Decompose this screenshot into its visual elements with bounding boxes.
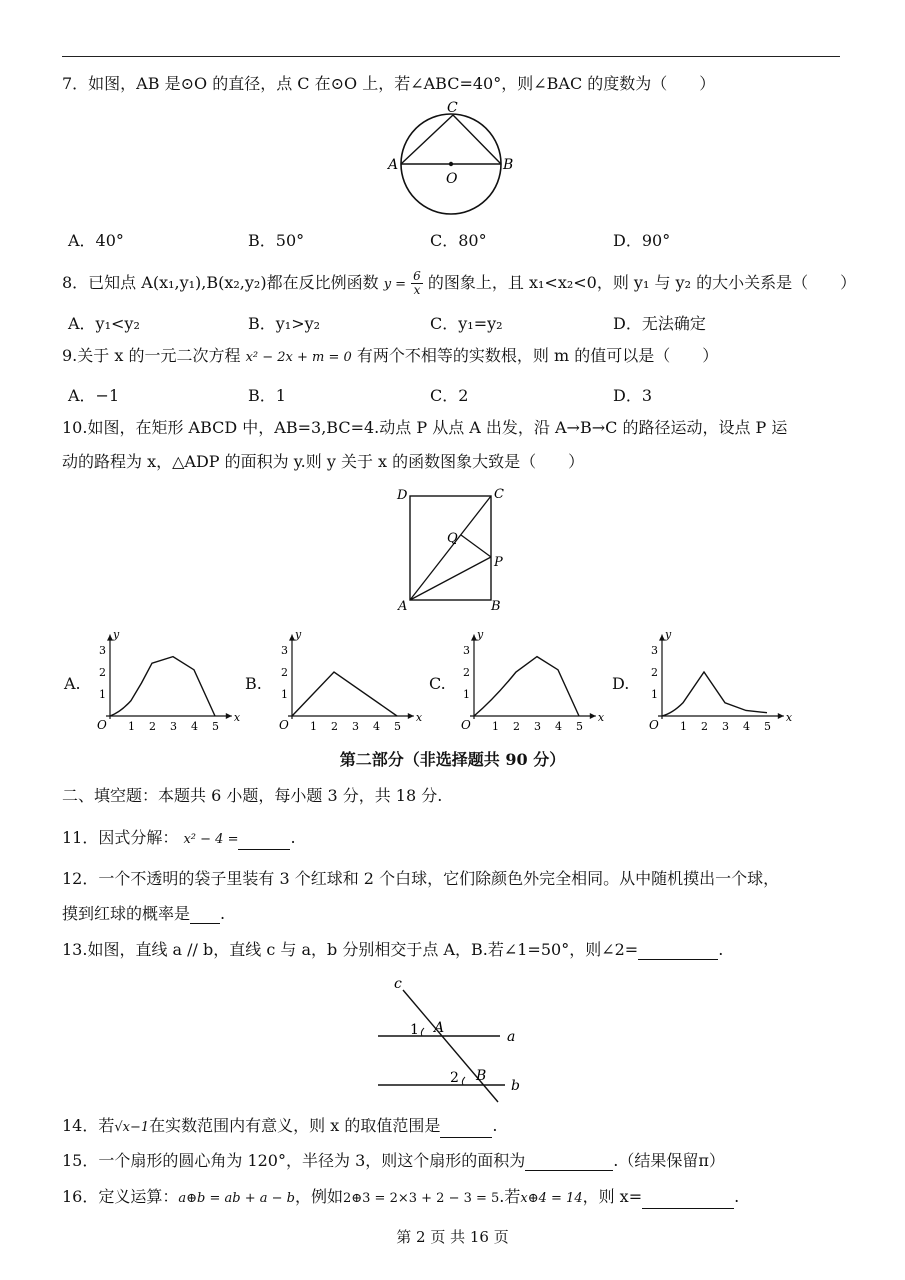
q7-label-b: B (503, 157, 514, 173)
x-tick-label: 3 (534, 720, 541, 733)
x-axis-arrow (408, 713, 414, 719)
part2-heading: 第二部分（非选择题共 90 分） (339, 750, 566, 769)
q12-line2 (62, 904, 225, 924)
x-axis-arrow (226, 713, 232, 719)
q7-chord-ac (401, 115, 453, 164)
q7-label-a: A (388, 157, 399, 173)
q9-text (62, 346, 718, 368)
q13-parallel-lines-figure (370, 972, 540, 1104)
q16-mid2: .若 (499, 1187, 521, 1206)
q8-option-c: C．y₁=y₂ (430, 314, 503, 333)
q13-answer-blank[interactable] (638, 943, 718, 960)
q16-text-after: ，则 x= (582, 1187, 643, 1206)
q10-option-c-letter: C. (429, 674, 446, 693)
q13-label-2: 2 (450, 1070, 459, 1086)
function-curve (292, 672, 397, 716)
x-tick-label: 1 (128, 720, 135, 733)
q9-option-a: A．−1 (68, 386, 120, 405)
y-axis-label: y (113, 627, 120, 641)
y-axis-label: y (477, 627, 484, 641)
q10-graph-option-c (452, 627, 605, 734)
y-tick-label: 1 (281, 688, 288, 701)
q10-line2: 动的路程为 x，△ADP 的面积为 y.则 y 关于 x 的函数图象大致是（ ） (62, 452, 585, 471)
q13-label-b: b (511, 1078, 520, 1094)
q14-text (62, 1116, 497, 1138)
q15-answer-blank[interactable] (525, 1154, 613, 1171)
q16-mid: ，例如 (294, 1187, 343, 1206)
q8-option-d: D．无法确定 (613, 314, 706, 333)
x-tick-label: 2 (331, 720, 338, 733)
q8-fraction (411, 270, 423, 297)
y-tick-label: 1 (651, 688, 658, 701)
x-axis-label: x (785, 711, 793, 724)
q11-label: 11．因式分解： (62, 828, 179, 847)
q10-label-a: A (398, 599, 408, 614)
section-fill-blank: 二、填空题：本题共 6 小题，每小题 3 分，共 18 分. (62, 786, 443, 805)
q10-line1: 10.如图，在矩形 ABCD 中，AB=3,BC=4.动点 P 从点 A 出发，沿 A→B→C 的路径运动，设点 P 运 (62, 418, 788, 437)
x-axis-arrow (778, 713, 784, 719)
x-axis-label: x (415, 711, 423, 724)
q13-text-body: 13.如图，直线 a // b，直线 c 与 a，b 分别相交于点 A，B.若∠1=50°，则∠2= (62, 940, 639, 959)
page-footer: 第 2 页 共 16 页 (396, 1228, 509, 1246)
x-tick-label: 4 (373, 720, 380, 733)
q9-text-after: 有两个不相等的实数根，则 m 的值可以是（ ） (356, 346, 719, 365)
q10-graph-option-a (88, 627, 241, 734)
q12-answer-blank[interactable] (190, 907, 220, 924)
q16-example: 2⊕3 = 2×3 + 2 − 3 = 5 (342, 1191, 500, 1206)
q16-answer-blank[interactable] (642, 1192, 734, 1209)
q13-angle-1-arc (421, 1028, 424, 1036)
q7-option-c: C．80° (430, 231, 487, 250)
x-tick-label: 4 (743, 720, 750, 733)
q10-label-c: C (494, 487, 504, 502)
function-curve (662, 672, 767, 716)
q13-label-a: a (507, 1029, 516, 1045)
origin-label: O (649, 718, 659, 732)
q11-expr: x² − 4 = (183, 832, 239, 847)
q10-option-a-letter: A. (64, 674, 81, 693)
q9-option-d: D．3 (613, 386, 653, 405)
y-tick-label: 2 (463, 666, 470, 679)
q7-center-dot (449, 162, 453, 166)
q10-graph-option-b (270, 627, 423, 734)
y-tick-label: 3 (463, 644, 470, 657)
q16-text-before: 16．定义运算： (62, 1187, 179, 1206)
origin-label: O (279, 718, 289, 732)
x-tick-label: 5 (576, 720, 583, 733)
q13-text (62, 940, 723, 960)
x-tick-label: 5 (764, 720, 771, 733)
y-tick-label: 1 (99, 688, 106, 701)
q9-equation: x² − 2x + m = 0 (245, 350, 352, 365)
x-tick-label: 3 (722, 720, 729, 733)
q11-text (62, 828, 296, 850)
q13-label-c: c (394, 976, 402, 992)
x-tick-label: 3 (170, 720, 177, 733)
q10-rectangle-figure (392, 484, 517, 614)
q7-circle-figure (380, 98, 520, 220)
q13-label-B: B (476, 1068, 487, 1084)
q8-text-before: 8．已知点 A(x₁,y₁),B(x₂,y₂)都在反比例函数 (62, 273, 379, 292)
y-tick-label: 1 (463, 688, 470, 701)
q14-answer-blank[interactable] (440, 1121, 492, 1138)
origin-label: O (97, 718, 107, 732)
q10-graph-option-d (640, 627, 793, 734)
y-tick-label: 3 (99, 644, 106, 657)
x-tick-label: 5 (212, 720, 219, 733)
q10-label-p: P (494, 555, 503, 570)
q7-text: 7．如图，AB 是⊙O 的直径，点 C 在⊙O 上，若∠ABC=40°，则∠BAC 的度数为（ ） (62, 74, 716, 93)
q14-text-after: 在实数范围内有意义，则 x 的取值范围是 (149, 1116, 441, 1135)
x-tick-label: 4 (191, 720, 198, 733)
q16-end: . (734, 1187, 740, 1206)
q10-label-d: D (397, 488, 408, 503)
q10-segment-ap (410, 557, 491, 600)
q10-label-q: Q (447, 531, 458, 546)
q9-text-before: 9.关于 x 的一元二次方程 (62, 346, 241, 365)
x-axis-label: x (233, 711, 241, 724)
q15-text-body: 15．一个扇形的圆心角为 120°，半径为 3，则这个扇形的面积为 (62, 1151, 526, 1170)
y-tick-label: 2 (651, 666, 658, 679)
origin-label: O (461, 718, 471, 732)
q7-option-a: A．40° (68, 231, 124, 250)
q12-line1: 12．一个不透明的袋子里装有 3 个红球和 2 个白球，它们除颜色外完全相同。从中随机摸出一个球， (62, 869, 780, 888)
q9-option-b: B．1 (248, 386, 286, 405)
function-curve (110, 657, 215, 716)
q8-frac-y: y = (383, 277, 407, 292)
x-tick-label: 2 (149, 720, 156, 733)
y-axis-label: y (665, 627, 672, 641)
q11-answer-blank[interactable] (238, 833, 290, 850)
y-tick-label: 2 (281, 666, 288, 679)
y-tick-label: 2 (99, 666, 106, 679)
y-tick-label: 3 (651, 644, 658, 657)
q12-line2-text: 摸到红球的概率是 (62, 904, 191, 923)
q8-option-b: B．y₁>y₂ (248, 314, 321, 333)
q12-end: . (220, 904, 226, 923)
function-curve (474, 657, 579, 716)
q13-angle-2-arc (462, 1077, 465, 1085)
x-tick-label: 1 (680, 720, 687, 733)
x-tick-label: 5 (394, 720, 401, 733)
q14-end: . (492, 1116, 498, 1135)
q14-radical: √x−1 (114, 1120, 150, 1135)
x-tick-label: 1 (310, 720, 317, 733)
x-tick-label: 2 (513, 720, 520, 733)
x-axis-arrow (590, 713, 596, 719)
q10-option-d-letter: D. (612, 674, 630, 693)
x-axis-label: x (597, 711, 605, 724)
q8-option-a: A．y₁<y₂ (68, 314, 140, 333)
q16-def: a⊕b = ab + a − b (178, 1191, 295, 1206)
y-tick-label: 3 (281, 644, 288, 657)
q10-segment-qp (461, 535, 491, 557)
q8-text-after: 的图象上，且 x₁<x₂<0，则 y₁ 与 y₂ 的大小关系是（ ） (427, 273, 857, 292)
x-tick-label: 2 (701, 720, 708, 733)
q15-end: .（结果保留π） (613, 1151, 725, 1170)
q13-label-A: A (434, 1020, 445, 1036)
q11-end: . (290, 828, 296, 847)
q8-frac-den: x (413, 283, 421, 297)
x-tick-label: 3 (352, 720, 359, 733)
q9-option-c: C．2 (430, 386, 469, 405)
q16-cond: x⊕4 = 14 (520, 1191, 583, 1206)
q16-text (62, 1187, 739, 1209)
q8-frac-num: 6 (413, 269, 421, 283)
header-rule (62, 56, 840, 57)
q14-text-before: 14．若 (62, 1116, 115, 1135)
x-tick-label: 4 (555, 720, 562, 733)
q7-option-d: D．90° (613, 231, 671, 250)
q13-end: . (718, 940, 724, 959)
q13-label-1: 1 (410, 1022, 419, 1038)
x-tick-label: 1 (492, 720, 499, 733)
y-axis-label: y (295, 627, 302, 641)
q7-label-c: C (447, 100, 458, 116)
q8-text (62, 270, 856, 297)
q15-text (62, 1151, 725, 1171)
q7-label-o: O (446, 171, 458, 187)
q10-label-b: B (491, 599, 501, 614)
q10-option-b-letter: B. (245, 674, 262, 693)
q7-option-b: B．50° (248, 231, 305, 250)
